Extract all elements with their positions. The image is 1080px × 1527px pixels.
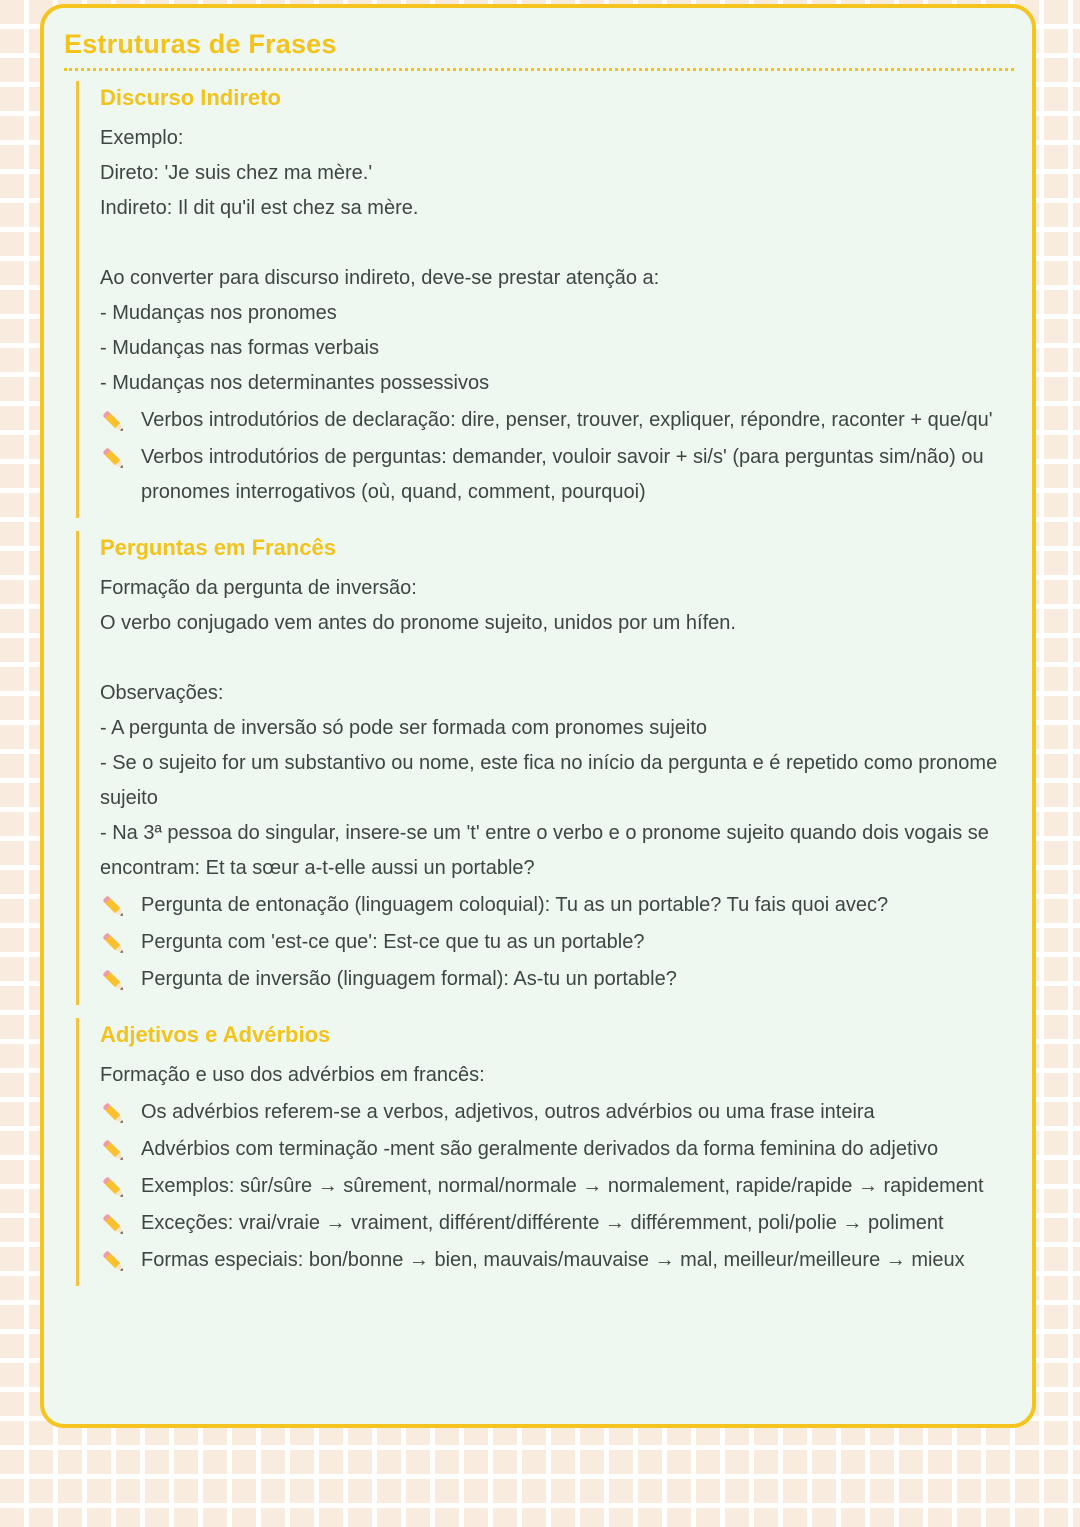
- paragraph: - Na 3ª pessoa do singular, insere-se um 't' entre o verbo e o pronome sujeito quando dois vogais se encontram: Et ta sœur a-t-elle aussi un portable?: [100, 822, 989, 879]
- section-adjetivos-e-adverbios: [76, 1018, 1014, 1286]
- bullet-item: [100, 440, 1014, 510]
- bullet-item: [100, 888, 1014, 923]
- pencil-icon: [100, 1247, 128, 1277]
- pencil-icon: [100, 1210, 128, 1240]
- paragraph: Indireto: Il dit qu'il est chez sa mère.: [100, 197, 419, 219]
- bullet-text: Exceções: vrai/vraie → vraiment, différent/différente → différemment, poli/polie → poliment: [141, 1212, 944, 1234]
- bullet-text: Advérbios com terminação -ment são geralmente derivados da forma feminina do adjetivo: [141, 1138, 939, 1160]
- bullet-text: Pergunta de inversão (linguagem formal): As-tu un portable?: [141, 968, 677, 990]
- pencil-icon: [100, 966, 128, 996]
- pencil-icon: [100, 1136, 128, 1166]
- bullet-list: [100, 888, 1014, 997]
- paragraph-spacer: [100, 226, 1014, 261]
- pencil-icon: [100, 444, 128, 474]
- paragraph: - Se o sujeito for um substantivo ou nome, este fica no início da pergunta e é repetido como pronome sujeito: [100, 752, 998, 809]
- pencil-icon: [100, 407, 128, 437]
- paragraph: Formação da pergunta de inversão:: [100, 577, 417, 599]
- pencil-icon: [100, 1173, 128, 1203]
- bullet-item: [100, 1243, 1014, 1278]
- paragraph-spacer: [100, 641, 1014, 676]
- paragraph: Formação e uso dos advérbios em francês:: [100, 1064, 485, 1086]
- section-heading: Adjetivos e Advérbios: [100, 1022, 331, 1047]
- bullet-text: Exemplos: sûr/sûre → sûrement, normal/normale → normalement, rapide/rapide → rapidement: [141, 1175, 984, 1197]
- bullet-item: [100, 1169, 1014, 1204]
- bullet-text: Pergunta com 'est-ce que': Est-ce que tu as un portable?: [141, 931, 645, 953]
- bullet-list: [100, 1095, 1014, 1278]
- bullet-item: [100, 925, 1014, 960]
- bullet-item: [100, 962, 1014, 997]
- title-dotted-divider: [64, 68, 1014, 71]
- paragraph: - Mudanças nos determinantes possessivos: [100, 372, 490, 394]
- paragraph: - A pergunta de inversão só pode ser formada com pronomes sujeito: [100, 717, 708, 739]
- section-discurso-indireto: [76, 81, 1014, 518]
- pencil-icon: [100, 1099, 128, 1129]
- bullet-item: [100, 1095, 1014, 1130]
- bullet-item: [100, 1206, 1014, 1241]
- paragraph: Exemplo:: [100, 127, 184, 149]
- bullet-text: Pergunta de entonação (linguagem coloquial): Tu as un portable? Tu fais quoi avec?: [141, 894, 889, 916]
- paragraph: Direto: 'Je suis chez ma mère.': [100, 162, 373, 184]
- page-title: Estruturas de Frases: [64, 29, 337, 59]
- bullet-list: [100, 403, 1014, 510]
- bullet-text: Os advérbios referem-se a verbos, adjetivos, outros advérbios ou uma frase inteira: [141, 1101, 875, 1123]
- notes-card: [40, 4, 1036, 1428]
- paragraph: Ao converter para discurso indireto, deve-se prestar atenção a:: [100, 267, 660, 289]
- paragraph: - Mudanças nas formas verbais: [100, 337, 380, 359]
- pencil-icon: [100, 929, 128, 959]
- paragraph: Observações:: [100, 682, 224, 704]
- paragraph: O verbo conjugado vem antes do pronome sujeito, unidos por um hífen.: [100, 612, 736, 634]
- bullet-text: Verbos introdutórios de declaração: dire, penser, trouver, expliquer, répondre, raconter + que/qu': [141, 409, 993, 431]
- bullet-text: Formas especiais: bon/bonne → bien, mauvais/mauvaise → mal, meilleur/meilleure → mieux: [141, 1249, 965, 1271]
- section-heading: Discurso Indireto: [100, 85, 281, 110]
- section-perguntas-em-frances: [76, 531, 1014, 1005]
- bullet-item: [100, 1132, 1014, 1167]
- sections-container: [64, 81, 1014, 1286]
- bullet-text: Verbos introdutórios de perguntas: demander, vouloir savoir + si/s' (para perguntas sim/não) ou pronomes interrogativos (où, quand, comment, pourquoi): [141, 446, 984, 503]
- pencil-icon: [100, 892, 128, 922]
- paragraph: - Mudanças nos pronomes: [100, 302, 337, 324]
- section-heading: Perguntas em Francês: [100, 535, 336, 560]
- bullet-item: [100, 403, 1014, 438]
